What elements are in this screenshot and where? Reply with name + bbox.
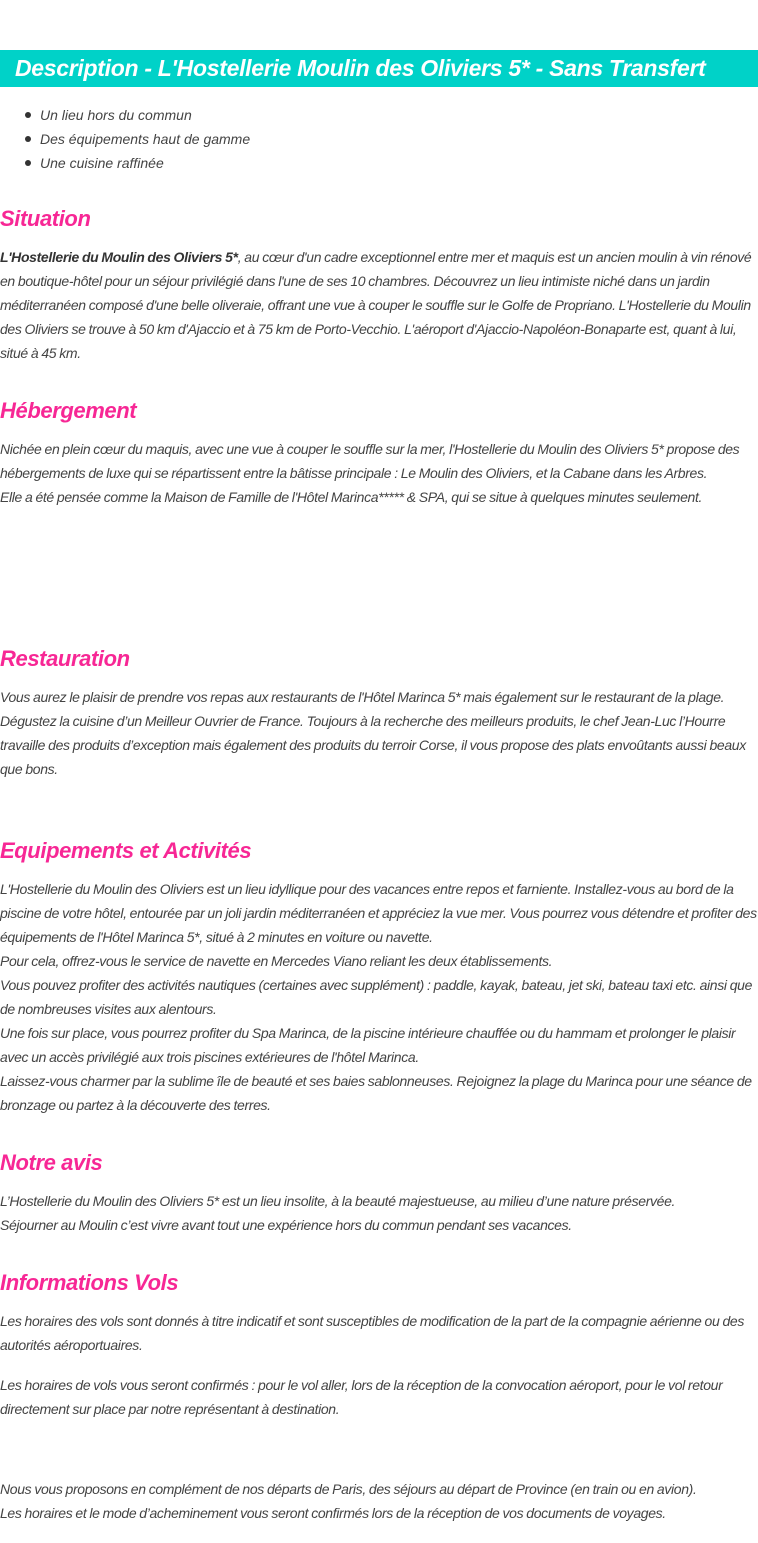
section-heading: Situation [0,206,91,231]
section-paragraph: Nous vous proposons en complément de nos départs de Paris, des séjours au départ de Province (en train ou en avion). [0,1481,697,1497]
section-paragraph: L’Hostellerie du Moulin des Oliviers 5* est un lieu insolite, à la beauté majestueuse, au milieu d’une nature préservée. [0,1193,676,1209]
section-situation [0,205,758,365]
section-paragraph: Laissez-vous charmer par la sublime île de beauté et ses baies sablonneuses. Rejoignez la plage du Marinca pour une séance de bronzage ou partez à la découverte des terres. [0,1073,752,1113]
highlights-list [0,103,250,175]
highlight-item: Des équipements haut de gamme [40,127,250,151]
section-paragraph: Elle a été pensée comme la Maison de Famille de l'Hôtel Marinca***** & SPA, qui se situe à quelques minutes seulement. [0,489,703,505]
section-paragraph: Les horaires des vols sont donnés à titre indicatif et sont susceptibles de modification de la part de la compagnie aérienne ou des autorités aéroportuaires. [0,1313,744,1353]
section-paragraph: L'Hostellerie du Moulin des Oliviers est un lieu idyllique pour des vacances entre repos et farniente. Installez-vous au bord de la piscine de votre hôtel, entourée par un joli jardin méditerranéen et appréciez la vue mer. Vous pourrez vous détendre et profiter des équipements de l'Hôtel Marinca 5*, situé à 2 minutes en voiture ou navette. [0,881,757,945]
section-paragraph: Pour cela, offrez-vous le service de navette en Mercedes Viano reliant les deux établissements. [0,953,553,969]
section-paragraph: Séjourner au Moulin c’est vivre avant tout une expérience hors du commun pendant ses vacances. [0,1217,572,1233]
section-paragraph: Les horaires de vols vous seront confirmés : pour le vol aller, lors de la réception de la convocation aéroport, pour le vol retour directement sur place par notre représentant à destination. [0,1377,723,1417]
section-informations-vols [0,1269,758,1525]
section-paragraph: Dégustez la cuisine d’un Meilleur Ouvrier de France. Toujours à la recherche des meilleurs produits, le chef Jean-Luc l’Hourre travaille des produits d’exception mais également des produits du terroir Corse, il vous propose des plats envoûtants aussi beaux que bons. [0,713,746,777]
section-heading: Equipements et Activités [0,838,252,863]
section-equipements [0,837,758,1117]
section-paragraph: Vous aurez le plaisir de prendre vos repas aux restaurants de l'Hôtel Marinca 5* mais également sur le restaurant de la plage. [0,689,725,705]
section-restauration [0,645,758,781]
section-heading: Restauration [0,646,130,671]
section-heading: Hébergement [0,398,137,423]
section-paragraph: Une fois sur place, vous pourrez profiter du Spa Marinca, de la piscine intérieure chauffée ou du hammam et prolonger le plaisir avec un accès privilégié aux trois piscines extérieures de l'hôtel Marinca. [0,1025,736,1065]
page-title: Description - L'Hostellerie Moulin des Oliviers 5* - Sans Transfert [15,55,706,81]
section-paragraph: Nichée en plein cœur du maquis, avec une vue à couper le souffle sur la mer, l'Hostellerie du Moulin des Oliviers 5* propose des hébergements de luxe qui se répartissent entre la bâtisse principale : Le Moulin des Oliviers, et la Cabane dans les Arbres. [0,441,740,481]
hotel-name: L'Hostellerie du Moulin des Oliviers 5* [0,249,238,265]
highlight-item: Un lieu hors du commun [40,103,250,127]
section-paragraph: Vous pouvez profiter des activités nautiques (certaines avec supplément) : paddle, kayak, bateau, jet ski, bateau taxi etc. ainsi que de nombreuses visites aux alentours. [0,977,753,1017]
section-notre-avis [0,1149,758,1237]
highlight-item: Une cuisine raffinée [40,151,250,175]
section-hebergement [0,397,758,509]
section-paragraph: L'Hostellerie du Moulin des Oliviers 5*, au cœur d'un cadre exceptionnel entre mer et maquis est un ancien moulin à vin rénové en boutique-hôtel pour un séjour privilégié dans l'une de ses 10 chambres. Découvrez un lieu intimiste niché dans un jardin méditerranéen composé d'une belle oliveraie, offrant une vue à couper le souffle sur le Golfe de Propriano. L'Hostellerie du Moulin des Oliviers se trouve à 50 km d'Ajaccio et à 75 km de Porto-Vecchio. L'aéroport d'Ajaccio-Napoléon-Bonaparte est, quant à lui, situé à 45 km. [0,249,752,361]
section-heading: Informations Vols [0,1270,179,1295]
section-heading: Notre avis [0,1150,103,1175]
title-banner [0,50,758,87]
section-paragraph: Les horaires et le mode d’acheminement vous seront confirmés lors de la réception de vos documents de voyages. [0,1505,666,1521]
